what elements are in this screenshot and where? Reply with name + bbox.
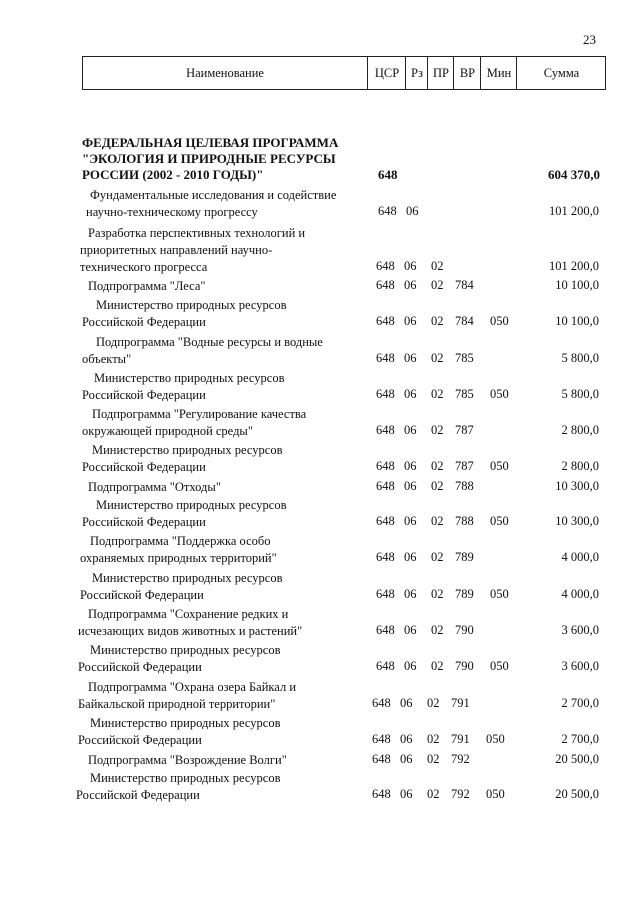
row-sum: 5 800,0 xyxy=(561,351,599,365)
row-pr: 02 xyxy=(431,423,444,437)
row-label xyxy=(82,497,374,531)
row-rz: 06 xyxy=(404,314,417,328)
row-vr: 785 xyxy=(455,387,474,401)
row-pr: 02 xyxy=(431,479,444,493)
row-csr: 648 xyxy=(376,550,395,564)
row-csr: 648 xyxy=(376,351,395,365)
row-csr: 648 xyxy=(376,623,395,637)
row-rz: 06 xyxy=(404,550,417,564)
row-vr: 790 xyxy=(455,623,474,637)
program-sum: 604 370,0 xyxy=(548,167,600,182)
row-vr: 787 xyxy=(455,423,474,437)
row-label-line: Российской Федерации xyxy=(78,733,202,747)
row-sum: 20 500,0 xyxy=(555,752,599,766)
row-rz: 06 xyxy=(400,752,413,766)
row-sum: 101 200,0 xyxy=(549,204,599,218)
row-rz: 06 xyxy=(406,204,419,218)
row-label-line: охраняемых природных территорий" xyxy=(80,551,277,565)
row-csr: 648 xyxy=(372,787,391,801)
row-csr: 648 xyxy=(376,387,395,401)
row-vr: 784 xyxy=(455,278,474,292)
row-rz: 06 xyxy=(404,623,417,637)
row-min: 050 xyxy=(490,459,509,473)
row-vr: 785 xyxy=(455,351,474,365)
row-label-line: технического прогресса xyxy=(80,260,208,274)
row-label-line: научно-техническому прогрессу xyxy=(86,205,258,219)
row-label xyxy=(84,479,376,496)
row-label xyxy=(78,752,370,769)
row-csr: 648 xyxy=(376,459,395,473)
row-rz: 06 xyxy=(404,479,417,493)
row-rz: 06 xyxy=(400,696,413,710)
row-sum: 3 600,0 xyxy=(561,623,599,637)
header-sum: Сумма xyxy=(516,57,606,89)
row-sum: 2 700,0 xyxy=(561,696,599,710)
row-rz: 06 xyxy=(404,423,417,437)
row-rz: 06 xyxy=(404,514,417,528)
row-vr: 791 xyxy=(451,732,470,746)
row-label-line: Российской Федерации xyxy=(80,588,204,602)
row-pr: 02 xyxy=(431,623,444,637)
row-sum: 10 100,0 xyxy=(555,278,599,292)
row-sum: 2 800,0 xyxy=(561,423,599,437)
row-vr: 787 xyxy=(455,459,474,473)
row-label-line: Российской Федерации xyxy=(78,660,202,674)
row-csr: 648 xyxy=(376,423,395,437)
row-sum: 2 700,0 xyxy=(561,732,599,746)
row-vr: 791 xyxy=(451,696,470,710)
table-header xyxy=(82,56,606,90)
row-sum: 10 100,0 xyxy=(555,314,599,328)
row-label xyxy=(82,370,374,404)
row-csr: 648 xyxy=(376,479,395,493)
row-sum: 4 000,0 xyxy=(561,550,599,564)
row-min: 050 xyxy=(490,387,509,401)
row-rz: 06 xyxy=(400,732,413,746)
row-label xyxy=(82,297,374,331)
row-vr: 789 xyxy=(455,550,474,564)
row-csr: 648 xyxy=(372,732,391,746)
row-label-line: исчезающих видов животных и растений" xyxy=(78,624,303,638)
row-label xyxy=(80,225,372,276)
program-title-line: ФЕДЕРАЛЬНАЯ ЦЕЛЕВАЯ ПРОГРАММА xyxy=(82,135,339,150)
row-pr: 02 xyxy=(427,752,440,766)
row-label-line: Российской Федерации xyxy=(82,515,206,529)
row-vr: 788 xyxy=(455,479,474,493)
row-min: 050 xyxy=(490,659,509,673)
row-sum: 5 800,0 xyxy=(561,387,599,401)
row-csr: 648 xyxy=(376,659,395,673)
row-rz: 06 xyxy=(400,787,413,801)
row-csr: 648 xyxy=(376,259,395,273)
row-pr: 02 xyxy=(431,514,444,528)
row-vr: 790 xyxy=(455,659,474,673)
row-rz: 06 xyxy=(404,587,417,601)
header-vr: ВР xyxy=(453,57,481,89)
program-title-line: РОССИИ (2002 - 2010 ГОДЫ)" xyxy=(82,167,264,182)
row-vr: 789 xyxy=(455,587,474,601)
row-label-line: Министерство природных ресурсов xyxy=(94,371,285,385)
row-label-line: Министерство природных ресурсов xyxy=(96,298,287,312)
row-pr: 02 xyxy=(431,387,444,401)
row-label-line: Министерство природных ресурсов xyxy=(90,716,281,730)
row-pr: 02 xyxy=(427,696,440,710)
row-sum: 20 500,0 xyxy=(555,787,599,801)
row-min: 050 xyxy=(490,587,509,601)
row-min: 050 xyxy=(490,314,509,328)
row-sum: 10 300,0 xyxy=(555,479,599,493)
row-csr: 648 xyxy=(376,278,395,292)
header-csr: ЦСР xyxy=(367,57,406,89)
row-label xyxy=(76,770,368,804)
row-pr: 02 xyxy=(431,659,444,673)
row-pr: 02 xyxy=(431,459,444,473)
row-label-line: Российской Федерации xyxy=(82,460,206,474)
row-pr: 02 xyxy=(431,550,444,564)
row-label xyxy=(80,533,372,567)
row-rz: 06 xyxy=(404,659,417,673)
program-csr: 648 xyxy=(378,167,398,182)
row-label-line: Подпрограмма "Возрождение Волги" xyxy=(88,753,287,767)
row-label-line: Подпрограмма "Отходы" xyxy=(88,480,221,494)
row-label xyxy=(82,334,374,368)
row-label-line: Министерство природных ресурсов xyxy=(96,498,287,512)
row-label-line: объекты" xyxy=(82,352,132,366)
row-pr: 02 xyxy=(431,259,444,273)
row-csr: 648 xyxy=(376,314,395,328)
row-rz: 06 xyxy=(404,459,417,473)
row-label-line: приоритетных направлений научно- xyxy=(80,243,273,257)
row-label-line: Подпрограмма "Поддержка особо xyxy=(90,534,271,548)
row-label xyxy=(84,278,376,295)
row-label xyxy=(78,642,370,676)
row-label-line: Подпрограмма "Охрана озера Байкал и xyxy=(88,680,297,694)
row-rz: 06 xyxy=(404,278,417,292)
row-sum: 4 000,0 xyxy=(561,587,599,601)
program-title-line: "ЭКОЛОГИЯ И ПРИРОДНЫЕ РЕСУРСЫ xyxy=(82,151,336,166)
row-pr: 02 xyxy=(427,787,440,801)
row-label-line: Подпрограмма "Регулирование качества xyxy=(92,407,307,421)
row-rz: 06 xyxy=(404,351,417,365)
row-label xyxy=(78,606,370,640)
header-name: Наименование xyxy=(186,66,264,80)
row-rz: 06 xyxy=(404,259,417,273)
row-label-line: Разработка перспективных технологий и xyxy=(88,226,306,240)
page-number: 23 xyxy=(583,32,596,47)
row-label-line: Подпрограмма "Водные ресурсы и водные xyxy=(96,335,323,349)
row-label-line: Российской Федерации xyxy=(82,388,206,402)
row-label xyxy=(86,187,378,221)
row-sum: 101 200,0 xyxy=(549,259,599,273)
row-pr: 02 xyxy=(431,587,444,601)
row-label-line: Подпрограмма "Сохранение редких и xyxy=(88,607,289,621)
row-label-line: Министерство природных ресурсов xyxy=(90,771,281,785)
row-label-line: Российской Федерации xyxy=(82,315,206,329)
header-rz: Рз xyxy=(405,57,428,89)
row-label-line: Министерство природных ресурсов xyxy=(90,643,281,657)
row-label xyxy=(82,442,374,476)
row-min: 050 xyxy=(490,514,509,528)
row-min: 050 xyxy=(486,787,505,801)
row-label xyxy=(82,406,374,440)
row-label-line: Подпрограмма "Леса" xyxy=(88,279,206,293)
row-label xyxy=(78,715,370,749)
row-pr: 02 xyxy=(431,351,444,365)
row-label-line: Министерство природных ресурсов xyxy=(92,443,283,457)
row-csr: 648 xyxy=(372,696,391,710)
row-sum: 2 800,0 xyxy=(561,459,599,473)
row-pr: 02 xyxy=(427,732,440,746)
row-csr: 648 xyxy=(378,204,397,218)
row-label-line: Байкальской природной территории" xyxy=(78,697,276,711)
row-label-line: окружающей природной среды" xyxy=(82,424,253,438)
program-title xyxy=(82,135,372,183)
row-label xyxy=(80,570,372,604)
row-csr: 648 xyxy=(376,514,395,528)
row-vr: 792 xyxy=(451,787,470,801)
row-vr: 788 xyxy=(455,514,474,528)
row-csr: 648 xyxy=(376,587,395,601)
header-min: Мин xyxy=(480,57,517,89)
row-label-line: Фундаментальные исследования и содействие xyxy=(90,188,337,202)
row-pr: 02 xyxy=(431,314,444,328)
row-sum: 3 600,0 xyxy=(561,659,599,673)
row-sum: 10 300,0 xyxy=(555,514,599,528)
row-label xyxy=(78,679,370,713)
row-vr: 792 xyxy=(451,752,470,766)
header-pr: ПР xyxy=(427,57,454,89)
row-label-line: Российской Федерации xyxy=(76,788,200,802)
row-label-line: Министерство природных ресурсов xyxy=(92,571,283,585)
row-pr: 02 xyxy=(431,278,444,292)
row-csr: 648 xyxy=(372,752,391,766)
row-min: 050 xyxy=(486,732,505,746)
row-rz: 06 xyxy=(404,387,417,401)
row-vr: 784 xyxy=(455,314,474,328)
